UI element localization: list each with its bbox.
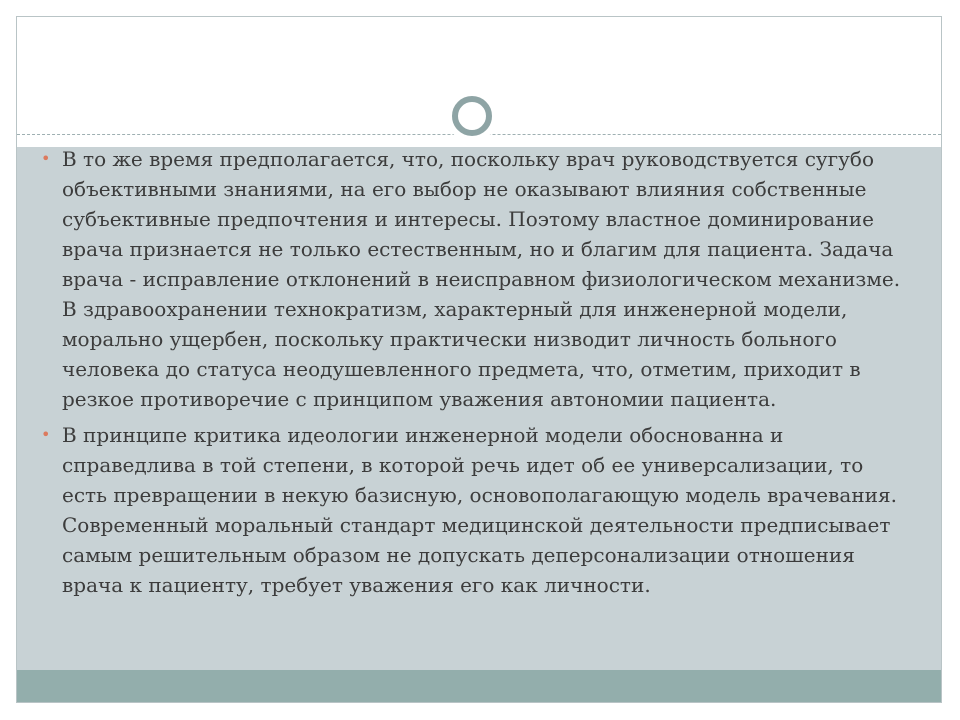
bullet-item-1: [40, 144, 910, 414]
bullet-marker-icon: •: [41, 149, 51, 168]
circle-ring-icon: [446, 90, 498, 142]
footer-band: [17, 670, 941, 703]
bullet-marker-icon: •: [41, 425, 51, 444]
bullet-list: [40, 144, 910, 606]
ring-outline: [452, 96, 492, 136]
bullet-text: В принципе критика идеологии инженерной модели обоснованна и справедлива в той степени, в которой речь идет об ее универсализации, то есть превращении в некую базисную, основополагающую модель врачевания. Современный моральный стандарт медицинской деятельности предписывает самым решительным образом не допускать деперсонализации отношения врача к пациенту, требует уважения его как личности.: [62, 423, 897, 597]
bullet-item-2: [40, 420, 910, 600]
bullet-text: В то же время предполагается, что, поскольку врач руководствуется сугубо объективными знаниями, на его выбор не оказывают влияния собственные субъективные предпочтения и интересы. Поэтому властное доминирование врача признается не только естественным, но и благим для пациента. Задача врача - исправление отклонений в неисправном физиологическом механизме. В здравоохранении технократизм, характерный для инженерной модели, морально ущербен, поскольку практически низводит личность больного человека до статуса неодушевленного предмета, что, отметим, приходит в резкое противоречие с принципом уважения автономии пациента.: [62, 147, 901, 411]
